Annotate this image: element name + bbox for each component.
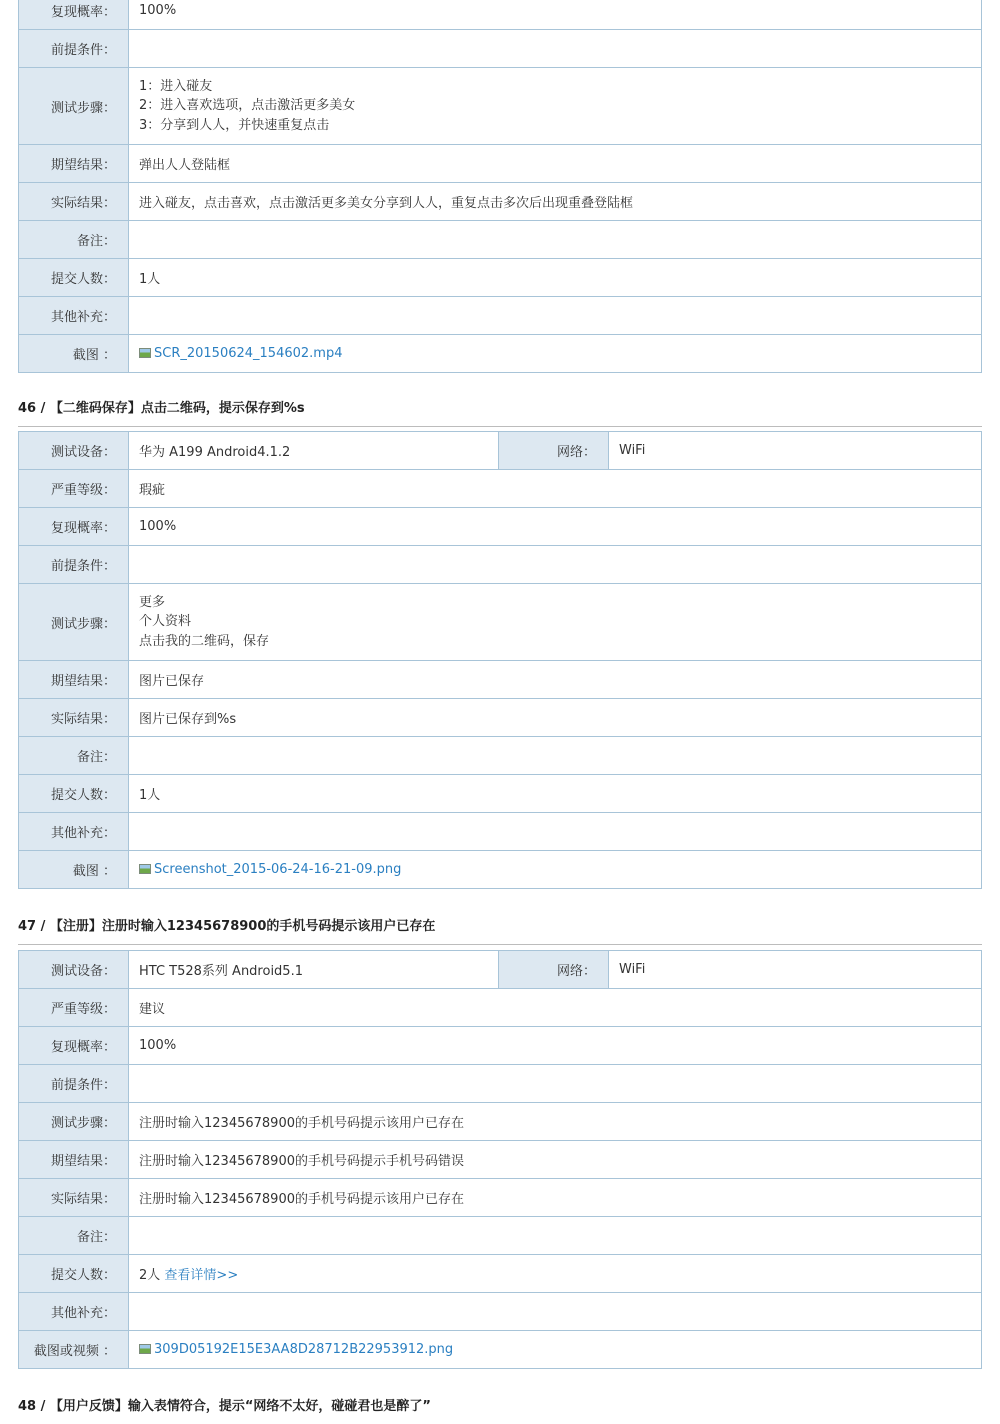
submitters-value: 1人: [129, 775, 982, 813]
steps-value: [129, 68, 982, 145]
field-label: 网络：: [499, 951, 609, 989]
actual-value: 图片已保存到%s: [129, 699, 982, 737]
bug-45-table-wrap: [18, 0, 982, 373]
table-row: [19, 297, 982, 335]
extra-value: [129, 813, 982, 851]
submitters-value: 2人: [139, 1268, 161, 1283]
table-row: [19, 661, 982, 699]
field-value: 1人: [129, 259, 982, 297]
table-row: [19, 508, 982, 546]
attachment-link[interactable]: 309D05192E15E3AA8D28712B22953912.png: [154, 1342, 454, 1357]
notes-value: [129, 737, 982, 775]
attachment-cell: [129, 335, 982, 373]
table-row: [19, 1141, 982, 1179]
step-line: 1：进入碰友: [139, 78, 213, 94]
extra-value: [129, 1293, 982, 1331]
field-value: [129, 30, 982, 68]
field-label: 测试步骤：: [19, 584, 129, 661]
view-details-link[interactable]: 查看详情>>: [164, 1268, 239, 1283]
table-row: [19, 546, 982, 584]
bug-47-table: [18, 950, 982, 1369]
table-row: [19, 432, 982, 470]
field-label: 其他补充：: [19, 297, 129, 335]
field-label: 期望结果：: [19, 661, 129, 699]
table-row: [19, 470, 982, 508]
field-label: 复现概率：: [19, 1027, 129, 1065]
table-row: [19, 259, 982, 297]
table-row: [19, 851, 982, 889]
table-row: [19, 68, 982, 145]
step-line: 2：进入喜欢选项，点击激活更多美女: [139, 98, 356, 114]
field-label: 备注：: [19, 1217, 129, 1255]
field-value: 进入碰友，点击喜欢，点击激活更多美女分享到人人，重复点击多次后出现重叠登陆框: [129, 183, 982, 221]
field-label: 期望结果：: [19, 1141, 129, 1179]
table-row: [19, 1293, 982, 1331]
table-row: [19, 1217, 982, 1255]
attachment-cell: [129, 1331, 982, 1369]
field-label: 提交人数：: [19, 259, 129, 297]
field-label: 测试设备：: [19, 432, 129, 470]
repro-value: 100%: [129, 1027, 982, 1065]
field-label: 复现概率：: [19, 508, 129, 546]
attachment-link[interactable]: Screenshot_2015-06-24-16-21-09.png: [154, 862, 402, 877]
table-row: [19, 1179, 982, 1217]
notes-value: [129, 1217, 982, 1255]
table-row: [19, 813, 982, 851]
field-label: 截图 ：: [19, 851, 129, 889]
bug-46-title: 46 / 【二维码保存】点击二维码，提示保存到%s: [18, 397, 982, 427]
field-label: 备注：: [19, 737, 129, 775]
field-label: 实际结果：: [19, 699, 129, 737]
field-label: 备注：: [19, 221, 129, 259]
field-value: [129, 297, 982, 335]
table-row: [19, 221, 982, 259]
repro-value: 100%: [129, 508, 982, 546]
precondition-value: [129, 1065, 982, 1103]
field-value: 弹出人人登陆框: [129, 145, 982, 183]
network-value: WiFi: [609, 951, 982, 989]
table-row: [19, 584, 982, 661]
field-label: 截图 ：: [19, 335, 129, 373]
image-file-icon: [139, 864, 151, 874]
table-row: [19, 1027, 982, 1065]
table-row: [19, 1255, 982, 1293]
network-value: WiFi: [609, 432, 982, 470]
bug-48-title: 48 / 【用户反馈】输入表情符合，提示“网络不太好，碰碰君也是醉了”: [18, 1399, 431, 1414]
table-row: [19, 145, 982, 183]
device-value: 华为 A199 Android4.1.2: [129, 432, 499, 470]
step-line: 3：分享到人人，并快速重复点击: [139, 117, 330, 133]
table-row: [19, 183, 982, 221]
field-label: 期望结果：: [19, 145, 129, 183]
table-row: [19, 989, 982, 1027]
field-label: 前提条件：: [19, 1065, 129, 1103]
field-label: 前提条件：: [19, 546, 129, 584]
field-label: 测试步骤：: [19, 68, 129, 145]
step-line: 点击我的二维码，保存: [139, 633, 270, 649]
severity-value: 建议: [129, 989, 982, 1027]
table-row: [19, 775, 982, 813]
bug-47-table-wrap: [18, 950, 982, 1369]
bug-46-table: [18, 431, 982, 889]
field-label: 提交人数：: [19, 775, 129, 813]
table-row: [19, 951, 982, 989]
field-label: 其他补充：: [19, 813, 129, 851]
table-row: [19, 1331, 982, 1369]
field-label: 前提条件：: [19, 30, 129, 68]
step-line: 个人资料: [139, 614, 192, 630]
bug-46-table-wrap: [18, 431, 982, 889]
submitters-cell: [129, 1255, 982, 1293]
steps-value: 注册时输入12345678900的手机号码提示该用户已存在: [129, 1103, 982, 1141]
table-row: [19, 1065, 982, 1103]
attachment-cell: [129, 851, 982, 889]
field-label: 严重等级：: [19, 470, 129, 508]
field-label: 测试设备：: [19, 951, 129, 989]
field-label: 截图或视频 ：: [19, 1331, 129, 1369]
field-label: 实际结果：: [19, 183, 129, 221]
expected-value: 注册时输入12345678900的手机号码提示手机号码错误: [129, 1141, 982, 1179]
attachment-link[interactable]: SCR_20150624_154602.mp4: [154, 346, 343, 361]
device-value: HTC T528系列 Android5.1: [129, 951, 499, 989]
field-label: 测试步骤：: [19, 1103, 129, 1141]
expected-value: 图片已保存: [129, 661, 982, 699]
severity-value: 瑕疵: [129, 470, 982, 508]
table-row: [19, 335, 982, 373]
step-line: 更多: [139, 594, 166, 610]
image-file-icon: [139, 1344, 151, 1354]
table-row: [19, 0, 982, 30]
field-label: 复现概率：: [19, 0, 129, 30]
image-file-icon: [139, 348, 151, 358]
bug-47-title: 47 / 【注册】注册时输入12345678900的手机号码提示该用户已存在: [18, 915, 982, 945]
bug-45-table: [18, 0, 982, 373]
precondition-value: [129, 546, 982, 584]
field-label: 其他补充：: [19, 1293, 129, 1331]
field-label: 严重等级：: [19, 989, 129, 1027]
steps-value: [129, 584, 982, 661]
table-row: [19, 1103, 982, 1141]
field-label: 提交人数：: [19, 1255, 129, 1293]
table-row: [19, 737, 982, 775]
field-label: 实际结果：: [19, 1179, 129, 1217]
table-row: [19, 30, 982, 68]
field-value: [129, 221, 982, 259]
field-label: 网络：: [499, 432, 609, 470]
field-value: 100%: [129, 0, 982, 30]
table-row: [19, 699, 982, 737]
actual-value: 注册时输入12345678900的手机号码提示该用户已存在: [129, 1179, 982, 1217]
